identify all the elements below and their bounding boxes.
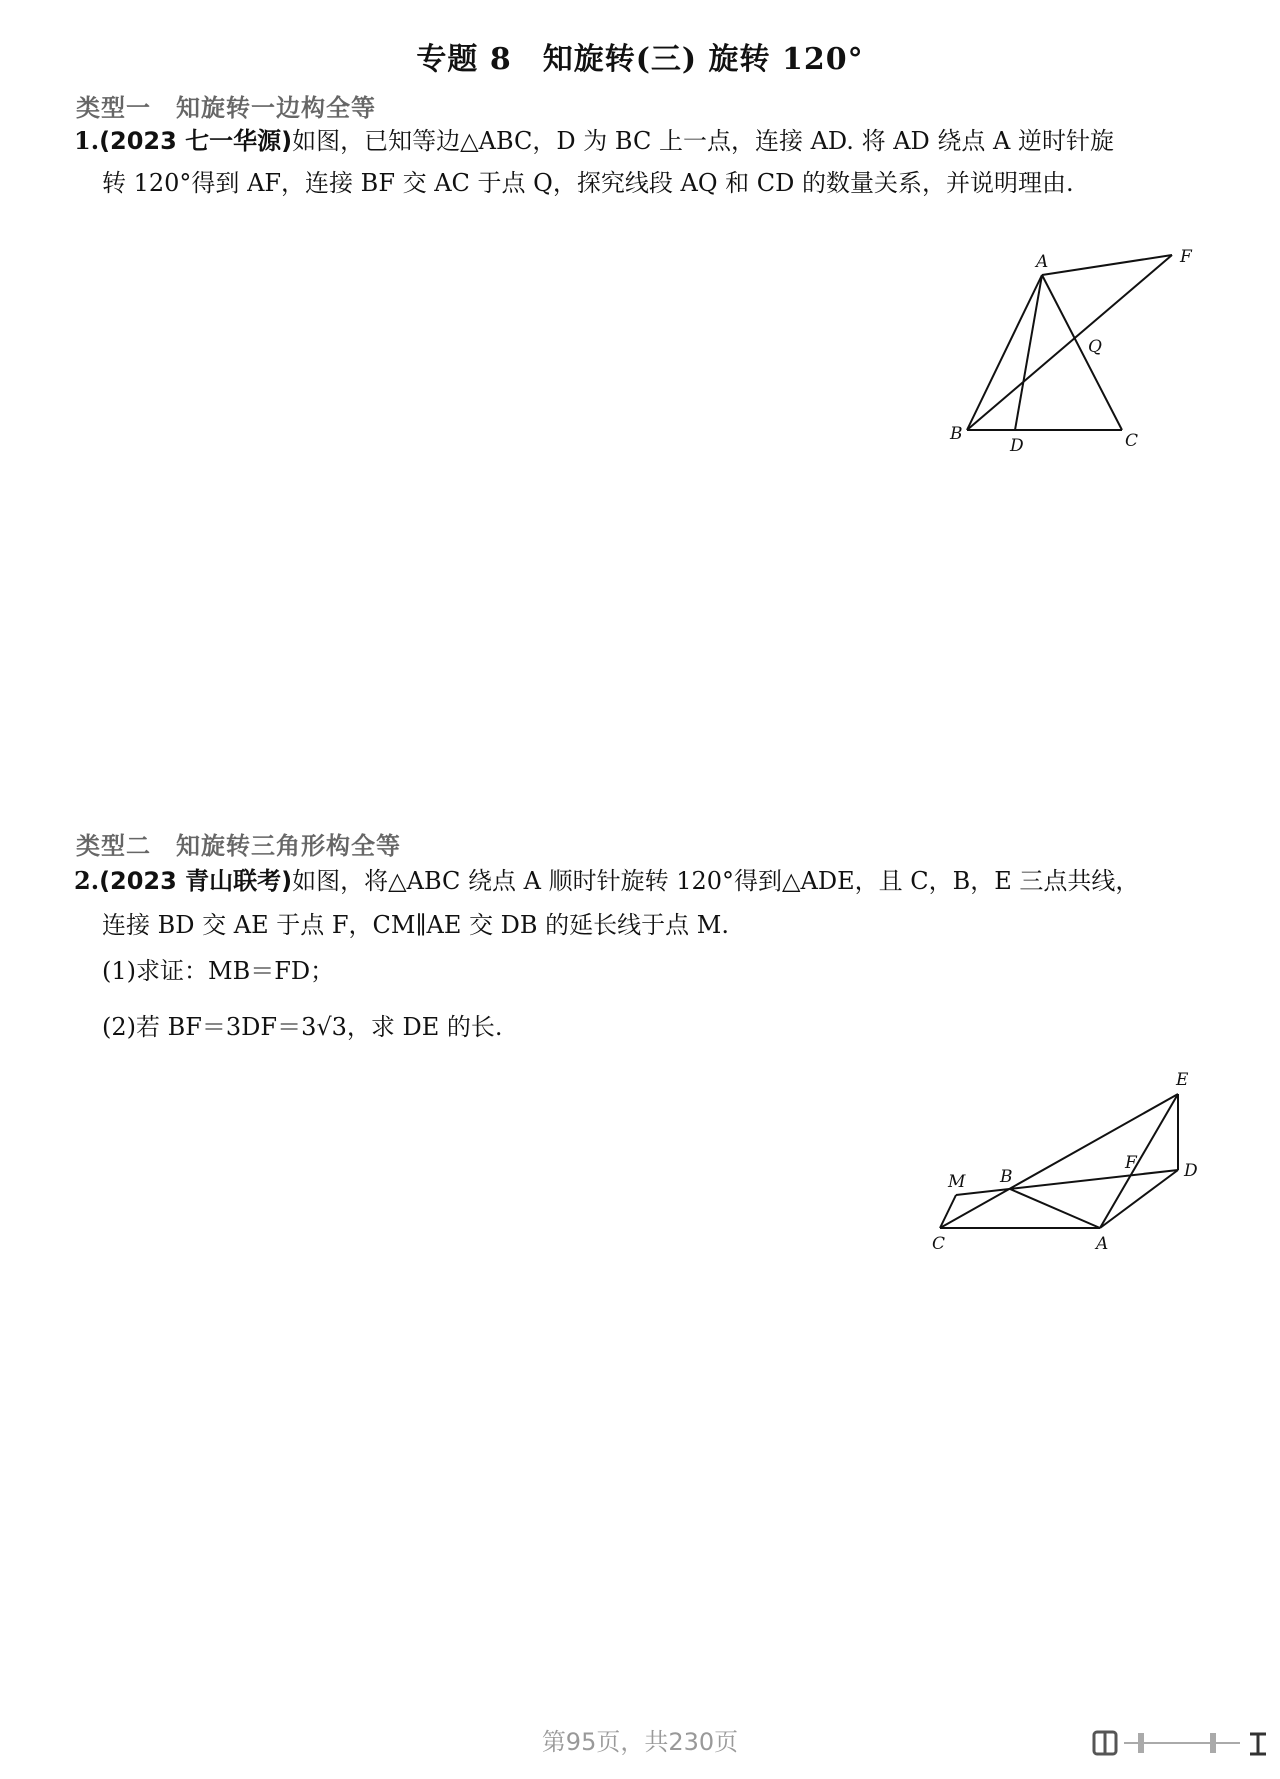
segment-AD <box>1100 1170 1178 1228</box>
segment-CE <box>940 1094 1178 1228</box>
section-heading-type1: 类型一 知旋转一边构全等 <box>76 94 376 122</box>
problem2-part1-text: (1)求证：MB＝FD； <box>102 957 335 985</box>
problem2-text-line2: 连接 BD 交 AE 于点 F，CM∥AE 交 DB 的延长线于点 M. <box>102 911 729 939</box>
label-B: B <box>1000 1167 1013 1187</box>
problem1-line2 <box>102 168 1074 198</box>
problem2-part2-text: (2)若 BF＝3DF＝3√3，求 DE 的长. <box>102 1013 503 1041</box>
problem2-source: (2023 青山联考) <box>99 867 293 895</box>
problem1-text-line2: 转 120°得到 AF，连接 BF 交 AC 于点 Q，探究线段 AQ 和 CD 的数量关系，并说明理由. <box>102 169 1074 197</box>
problem2-line2 <box>102 910 729 940</box>
text-cursor-icon[interactable] <box>1250 1734 1266 1754</box>
label-C: C <box>932 1234 946 1254</box>
segment-AE <box>1100 1094 1178 1228</box>
page-footer: 第95页，共230页 <box>541 1728 739 1756</box>
label-A: A <box>1096 1234 1109 1254</box>
segment-AD <box>1015 275 1042 430</box>
label-C: C <box>1125 431 1139 451</box>
problem2-part1 <box>102 956 334 986</box>
segment-AB <box>967 275 1042 430</box>
problem1-line1 <box>74 126 1114 156</box>
label-F: F <box>1125 1153 1137 1173</box>
label-F: F <box>1180 247 1192 267</box>
section-heading-type2: 类型二 知旋转三角形构全等 <box>76 832 401 860</box>
zoom-bar-icon[interactable] <box>1124 1733 1240 1753</box>
problem1-number: 1. <box>74 126 100 155</box>
label-D: D <box>1010 436 1024 456</box>
label-D: D <box>1184 1161 1198 1181</box>
page-title: 专题 8 知旋转(三) 旋转 120° <box>416 42 864 77</box>
problem1-source: (2023 七一华源) <box>99 127 293 155</box>
label-B: B <box>950 424 963 444</box>
footer-toolbar-icons <box>1090 1728 1270 1758</box>
problem2-line1 <box>74 866 1139 896</box>
problem1-text-line1: 如图，已知等边△ABC，D 为 BC 上一点，连接 AD. 将 AD 绕点 A 逆时针旋 <box>292 127 1114 155</box>
segment-BA <box>1010 1189 1100 1228</box>
page-view-icon[interactable] <box>1094 1732 1116 1754</box>
label-A: A <box>1036 252 1049 272</box>
problem2-part2 <box>102 1012 503 1042</box>
segment-AC <box>1042 275 1122 430</box>
problem2-text-line1: 如图，将△ABC 绕点 A 顺时针旋转 120°得到△ADE，且 C，B，E 三点共线， <box>292 867 1140 895</box>
label-E: E <box>1176 1070 1189 1090</box>
label-M: M <box>948 1172 966 1192</box>
problem2-figure <box>920 1065 1210 1265</box>
problem1-figure <box>940 245 1210 460</box>
label-Q: Q <box>1088 337 1102 357</box>
segment-BF <box>967 255 1172 430</box>
segment-MD <box>956 1170 1178 1195</box>
problem2-number: 2. <box>74 866 100 895</box>
